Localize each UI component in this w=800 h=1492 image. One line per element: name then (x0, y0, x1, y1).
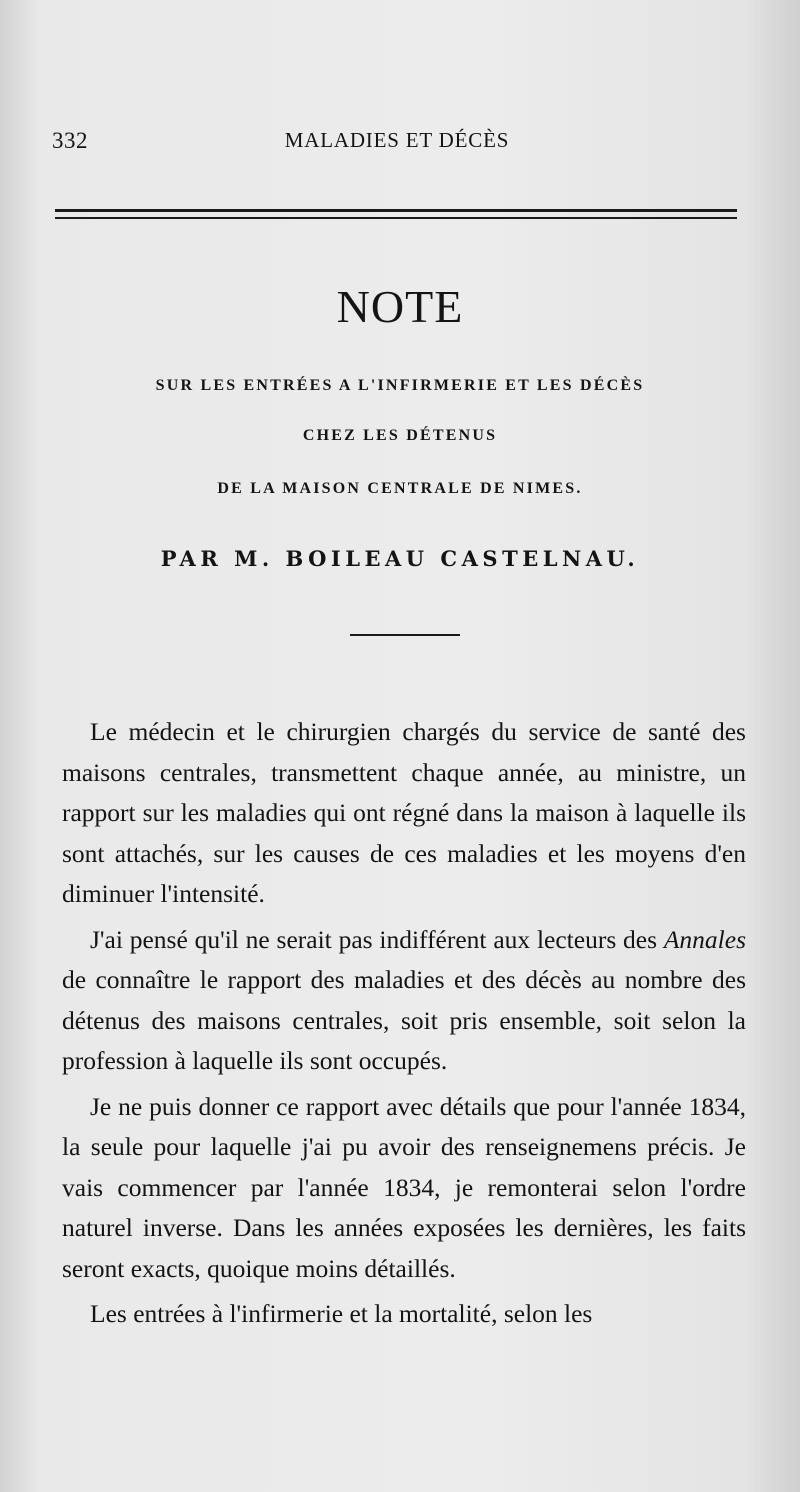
subtitle-line-1: SUR LES ENTRÉES A L'INFIRMERIE ET LES DÉCÈS (155, 377, 645, 394)
paragraph-1: Le médecin et le chirurgien chargés du service de santé des maisons centrales, transmettent chaque année, au ministre, un rapport sur les maladies qui ont régné dans la maison à laquelle ils sont attachés, sur les causes de ces maladies et les moyens d'en diminuer l'intensité. (62, 717, 746, 908)
subtitle-line-2: CHEZ LES DÉTENUS (302, 427, 498, 444)
subtitle-line-3: DE LA MAISON CENTRALE DE NIMES. (217, 480, 583, 497)
paragraph-2-text-b: de connaître le rapport des maladies et des décès au nombre des détenus des maisons centrales, soit pris ensemble, soit selon la profession à laquelle ils sont occupés. (62, 965, 746, 1075)
author-byline: PAR M. BOILEAU CASTELNAU. (160, 546, 640, 571)
running-header (52, 128, 742, 164)
header-rule-thick (55, 209, 737, 212)
journal-title-italic: Annales (663, 924, 746, 954)
paragraph-2-text-a: J'ai pensé qu'il ne serait pas indifférent aux lecteurs des (90, 924, 664, 954)
note-heading: NOTE (336, 281, 464, 332)
header-rule-thin (55, 217, 737, 219)
paragraph-4: Les entrées à l'infirmerie et la mortalité, selon les (90, 1299, 593, 1328)
paragraph-2 (62, 920, 746, 1082)
section-divider (350, 634, 460, 636)
page-number: 332 (52, 128, 88, 153)
paragraph-3: Je ne puis donner ce rapport avec détails que pour l'année 1834, la seule pour laquelle j'ai pu avoir des renseignemens précis. Je vais commencer par l'année 1834, je remonterai selon l'ordre naturel inverse. Dans les années exposées les dernières, les faits seront exacts, quoique moins détaillés. (62, 1091, 746, 1283)
body-text (62, 712, 746, 1340)
running-title: MALADIES ET DÉCÈS (284, 128, 510, 152)
